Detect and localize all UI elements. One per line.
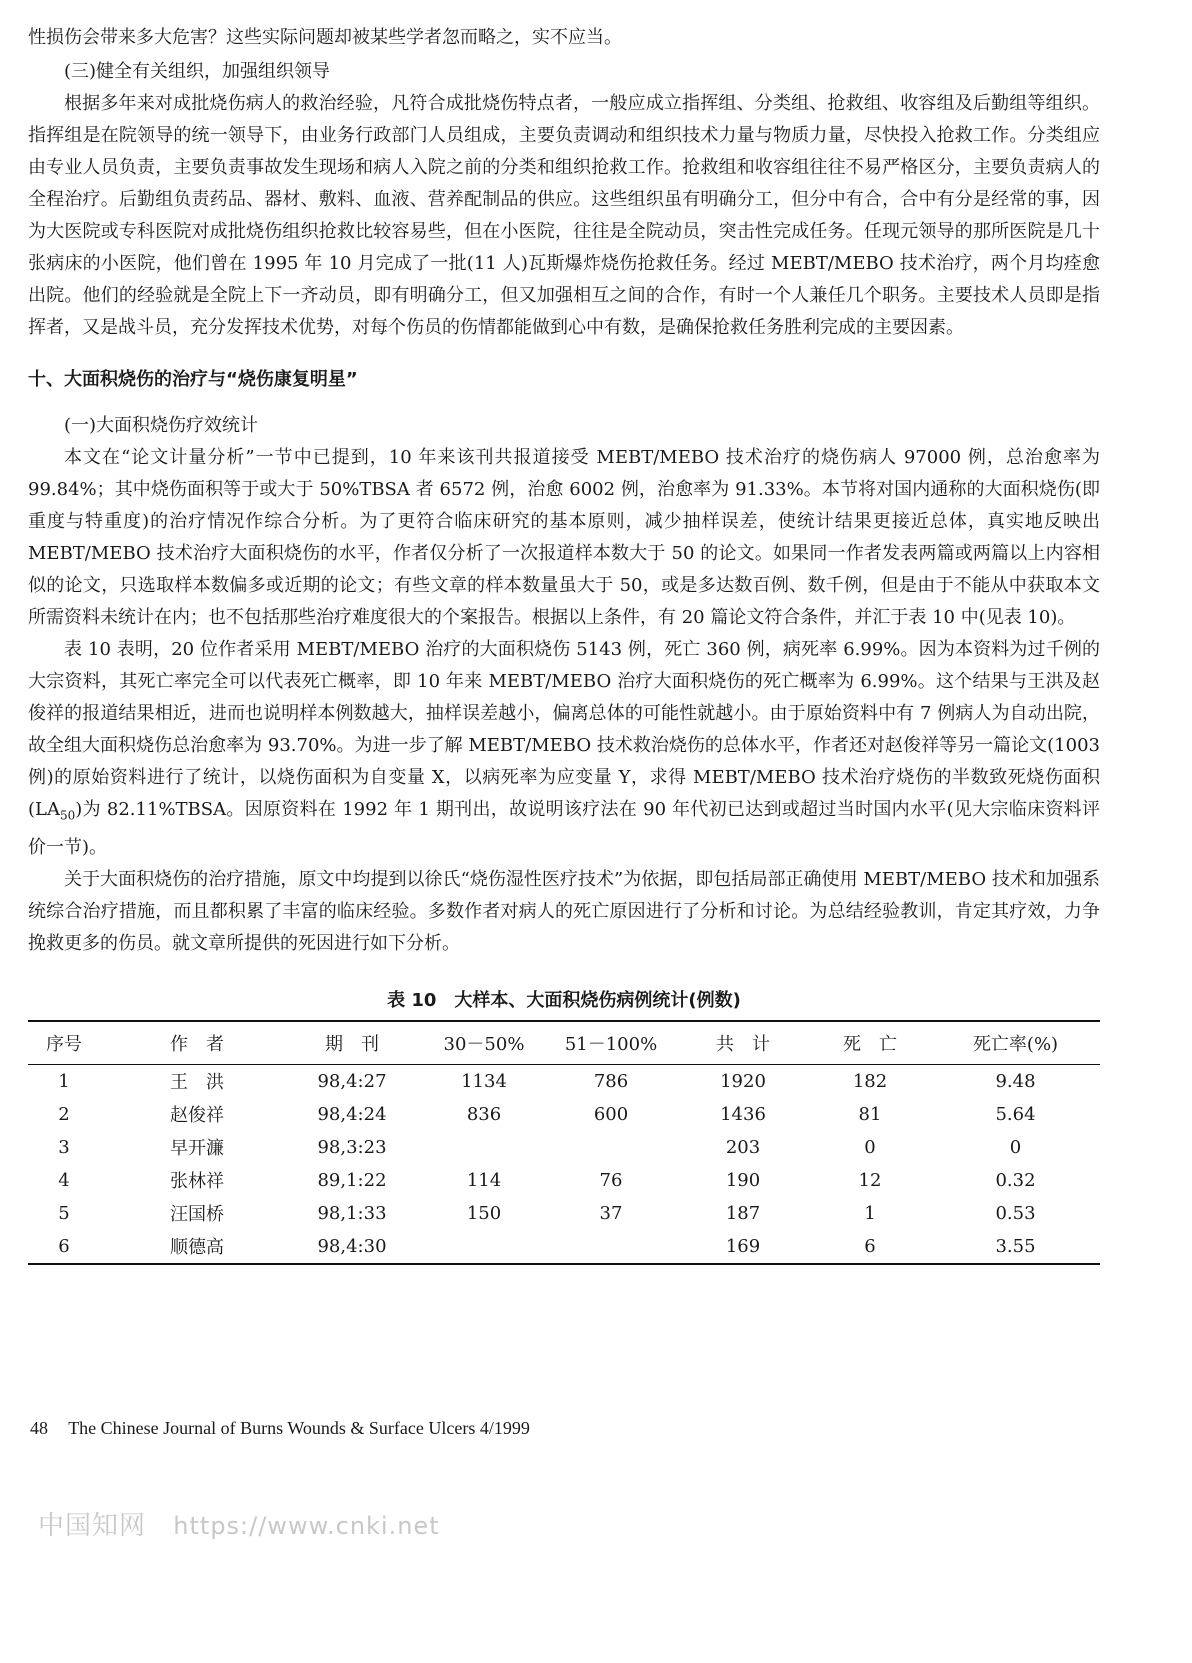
cell-journal: 98,1:33 <box>317 1202 387 1224</box>
cell-total: 1920 <box>720 1070 766 1092</box>
section-10-paragraph-1: 本文在“论文计量分析”一节中已提到，10 年来该刊共报道接受 MEBT/MEBO 技术治疗的烧伤病人 97000 例，总治愈率为 99.84%；其中烧伤面积等于或大于 50%TBSA 者 6572 例，治愈 6002 例，治愈率为 91.33%。本节将对国内通称的大面积烧伤(即重度与特重度)的治疗情况作综合分析。为了更符合临床研究的基本原则，减少抽样误差，使统计结果更接近总体，真实地反映出 MEBT/MEBO 技术治疗大面积烧伤的水平，作者仅分析了一次报道样本数大于 50 的论文。如果同一作者发表两篇或两篇以上内容相似的论文，只选取样本数偏多或近期的论文；有些文章的样本数量虽大于 50，或是多达数百例、数千例，但是由于不能从中获取本文所需资料未统计在内；也不包括那些治疗难度很大的个案报告。根据以上条件，有 20 篇论文符合条件，并汇于表 10 中(见表 10)。 <box>28 447 1100 628</box>
intro-line: 性损伤会带来多大危害？这些实际问题却被某些学者忽而略之，实不应当。 <box>28 27 622 48</box>
table-header-row <box>28 1021 1100 1065</box>
header-deaths: 死 亡 <box>843 1033 897 1055</box>
cell-journal: 98,3:23 <box>317 1136 387 1158</box>
section-10-paragraph-3: 关于大面积烧伤的治疗措施，原文中均提到以徐氏“烧伤湿性医疗技术”为依据，即包括局部正确使用 MEBT/MEBO 技术和加强系统综合治疗措施，而且都积累了丰富的临床经验。多数作者对病人的死亡原因进行了分析和讨论。为总结经验教训，肯定其疗效，力争挽救更多的伤员。就文章所提供的死因进行如下分析。 <box>28 868 1100 954</box>
cell-journal: 98,4:24 <box>317 1103 387 1125</box>
cell-deaths: 182 <box>852 1070 888 1092</box>
section-10-paragraph-2 <box>28 634 1100 864</box>
journal-name: The Chinese Journal of Burns Wounds & Surface Ulcers 4/1999 <box>68 1418 530 1438</box>
cell-mortality: 5.64 <box>995 1103 1036 1125</box>
cell-author: 赵俊祥 <box>170 1105 224 1127</box>
cell-deaths: 1 <box>864 1202 876 1224</box>
header-51-100: 51－100% <box>564 1033 658 1055</box>
cell-author: 早开濂 <box>170 1138 224 1160</box>
cell-total: 187 <box>725 1202 761 1224</box>
cell-30-50 <box>423 1131 545 1164</box>
page-footer <box>30 1418 530 1439</box>
cell-deaths: 81 <box>858 1103 882 1125</box>
subscript-50: 50 <box>59 808 76 823</box>
subsection-10-1-heading: (一)大面积烧伤疗效统计 <box>64 415 259 436</box>
cell-mortality: 0.53 <box>995 1202 1036 1224</box>
cell-51-100: 786 <box>593 1070 629 1092</box>
cell-30-50: 836 <box>466 1103 502 1125</box>
table-10 <box>28 1020 1100 1265</box>
cell-51-100: 76 <box>599 1169 623 1191</box>
cell-index: 2 <box>58 1103 70 1125</box>
cell-30-50: 150 <box>466 1202 502 1224</box>
header-index: 序号 <box>46 1033 82 1055</box>
cell-index: 1 <box>58 1070 70 1092</box>
cell-total: 169 <box>725 1235 761 1257</box>
cell-index: 4 <box>58 1169 70 1191</box>
table-row <box>28 1197 1100 1230</box>
cell-51-100 <box>545 1230 677 1264</box>
cell-author: 张林祥 <box>170 1171 224 1193</box>
cell-30-50: 1134 <box>461 1070 507 1092</box>
cell-51-100 <box>545 1131 677 1164</box>
cell-total: 190 <box>725 1169 761 1191</box>
header-30-50: 30－50% <box>443 1033 525 1055</box>
paragraph-2-part-b: )为 82.11%TBSA。因原资料在 1992 年 1 期刊出，故说明该疗法在 90 年代初已达到或超过当时国内水平(见大宗临床资料评价一节)。 <box>28 799 1100 858</box>
section-10-title: 十、大面积烧伤的治疗与“烧伤康复明星” <box>28 369 358 390</box>
table-row <box>28 1131 1100 1164</box>
table-row <box>28 1098 1100 1131</box>
cell-mortality: 9.48 <box>995 1070 1036 1092</box>
subsection-3-paragraph: 根据多年来对成批烧伤病人的救治经验，凡符合成批烧伤特点者，一般应成立指挥组、分类组、抢救组、收容组及后勤组等组织。指挥组是在院领导的统一领导下，由业务行政部门人员组成，主要负责调动和组织技术力量与物质力量，尽快投入抢救工作。分类组应由专业人员负责，主要负责事故发生现场和病人入院之前的分类和组织抢救工作。抢救组和收容组往往不易严格区分，主要负责病人的全程治疗。后勤组负责药品、器材、敷料、血液、营养配制品的供应。这些组织虽有明确分工，但分中有合，合中有分是经常的事，因为大医院或专科医院对成批烧伤组织抢救比较容易些，但在小医院，往往是全院动员，突击性完成任务。任现元领导的那所医院是几十张病床的小医院，他们曾在 1995 年 10 月完成了一批(11 人)瓦斯爆炸烧伤抢救任务。经过 MEBT/MEBO 技术治疗，两个月均痊愈出院。他们的经验就是全院上下一齐动员，即有明确分工，但又加强相互之间的合作，有时一个人兼任几个职务。主要技术人员即是指挥者，又是战斗员，充分发挥技术优势，对每个伤员的伤情都能做到心中有数，是确保抢救任务胜利完成的主要因素。 <box>28 93 1100 338</box>
cell-total: 203 <box>725 1136 761 1158</box>
paragraph-2-part-a: 表 10 表明，20 位作者采用 MEBT/MEBO 治疗的大面积烧伤 5143 例，死亡 360 例，病死率 6.99%。因为本资料为过千例的大宗资料，其死亡率完全可以代表死亡概率，即 10 年来 MEBT/MEBO 治疗大面积烧伤的死亡概率为 6.99%。这个结果与王洪及赵俊祥的报道结果相近，进而也说明样本例数越大，抽样误差越小，偏离总体的可能性就越小。由于原始资料中有 7 例病人为自动出院，故全组大面积烧伤总治愈率为 93.70%。为进一步了解 MEBT/MEBO 技术救治烧伤的总体水平，作者还对赵俊祥等另一篇论文(1003 例)的原始资料进行了统计，以烧伤面积为自变量 X，以病死率为应变量 Y，求得 MEBT/MEBO 技术治疗烧伤的半数致死烧伤面积(LA <box>28 639 1100 820</box>
cell-30-50: 114 <box>466 1169 502 1191</box>
cell-total: 1436 <box>720 1103 766 1125</box>
cell-author: 王 洪 <box>170 1072 224 1094</box>
cell-51-100: 37 <box>599 1202 623 1224</box>
header-mortality: 死亡率(%) <box>972 1033 1059 1055</box>
watermark-brand: 中国知网 <box>38 1511 147 1541</box>
cell-journal: 98,4:30 <box>317 1235 387 1257</box>
header-journal: 期 刊 <box>325 1033 379 1055</box>
cnki-watermark <box>38 1505 440 1542</box>
cell-index: 5 <box>58 1202 70 1224</box>
cell-mortality: 0.32 <box>995 1169 1036 1191</box>
cell-journal: 89,1:22 <box>317 1169 387 1191</box>
cell-51-100: 600 <box>593 1103 629 1125</box>
header-total: 共 计 <box>716 1033 770 1055</box>
cell-30-50 <box>423 1230 545 1264</box>
subsection-3-heading: (三)健全有关组织，加强组织领导 <box>64 61 331 82</box>
cell-mortality: 0 <box>1009 1136 1022 1158</box>
cell-journal: 98,4:27 <box>317 1070 387 1092</box>
cell-index: 3 <box>58 1136 70 1158</box>
cell-author: 顺德高 <box>170 1237 224 1259</box>
page-number: 48 <box>30 1418 48 1438</box>
article-page <box>28 22 1100 1265</box>
table-row <box>28 1230 1100 1264</box>
cell-mortality: 3.55 <box>995 1235 1036 1257</box>
cell-deaths: 6 <box>864 1235 876 1257</box>
watermark-url: https://www.cnki.net <box>173 1512 440 1540</box>
cell-index: 6 <box>58 1235 70 1257</box>
header-author: 作 者 <box>170 1033 224 1055</box>
table-10-caption: 表 10 大样本、大面积烧伤病例统计(例数) <box>387 989 741 1011</box>
cell-author: 汪国桥 <box>170 1204 224 1226</box>
table-row <box>28 1064 1100 1098</box>
table-row <box>28 1164 1100 1197</box>
cell-deaths: 12 <box>858 1169 882 1191</box>
cell-deaths: 0 <box>864 1136 876 1158</box>
